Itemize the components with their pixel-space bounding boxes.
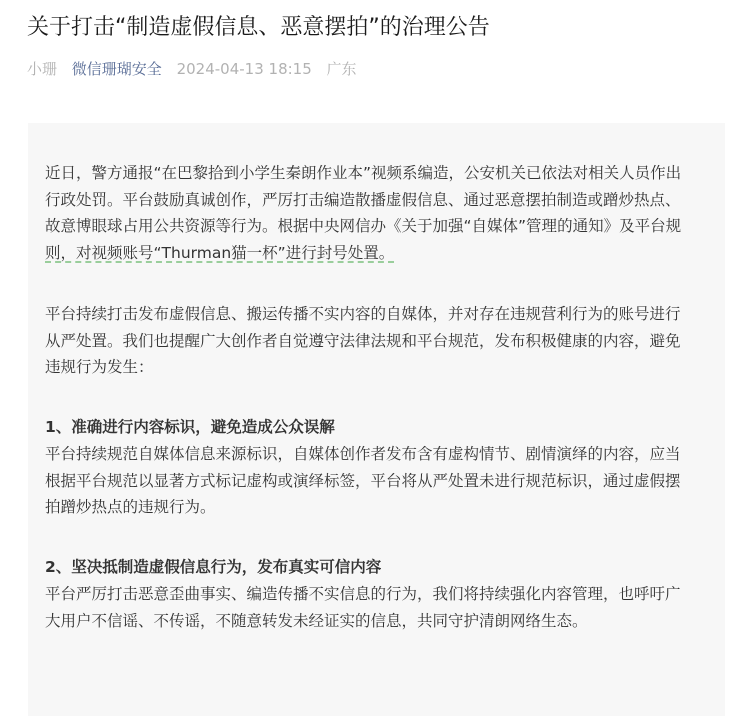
paragraph-line: 从严处置。我们也提醒广大创作者自觉遵守法律法规和平台规范，发布积极健康的内容，避免 <box>45 331 681 350</box>
paragraph-line: 大用户不信谣、不传谣，不随意转发未经证实的信息，共同守护清朗网络生态。 <box>45 611 588 630</box>
account-link[interactable]: 微信珊瑚安全 <box>71 60 162 78</box>
paragraph-line: 违规行为发生： <box>45 358 154 376</box>
paragraph-line: 根据平台规范以显著方式标记虚构或演绎标签，平台将从严处置未进行规范标识，通过虚假摆 <box>45 471 681 490</box>
paragraph-notice <box>45 160 713 266</box>
paragraph-line: 则，对视频账号“Thurman猫一杯”进行封号处置。 <box>45 243 395 262</box>
paragraph-line: 平台持续打击发布虚假信息、搬运传播不实内容的自媒体，并对存在违规营利行为的账号进行 <box>45 305 681 323</box>
section-heading-2: 2、坚决抵制造虚假信息行为，发布真实可信内容 <box>45 558 382 576</box>
article-meta <box>27 58 367 80</box>
paragraph-line: 拍蹭炒热点的违规行为。 <box>45 498 216 516</box>
paragraph-section-1 <box>45 441 713 521</box>
author-name: 小珊 <box>27 60 58 78</box>
paragraph-section-2 <box>45 581 713 634</box>
paragraph-line: 故意博眼球占用公共资源等行为。根据中央网信办《关于加强“自媒体”管理的通知》及平台规 <box>45 217 682 235</box>
paragraph-line: 平台严厉打击恶意歪曲事实、编造传播不实信息的行为，我们将持续强化内容管理，也呼吁广 <box>45 585 681 603</box>
paragraph-line: 平台持续规范自媒体信息来源标识，自媒体创作者发布含有虚构情节、剧情演绎的内容，应当 <box>45 445 681 463</box>
paragraph-reminder <box>45 301 713 381</box>
section-heading-1: 1、准确进行内容标识，避免造成公众误解 <box>45 418 335 436</box>
article-title: 关于打击“制造虚假信息、恶意摆拍”的治理公告 <box>27 15 490 40</box>
paragraph-line: 行政处罚。平台鼓励真诚创作，严厉打击编造散播虚假信息、通过恶意摆拍制造或蹭炒热点、 <box>45 190 681 209</box>
publish-location: 广东 <box>326 60 357 78</box>
paragraph-line: 近日，警方通报“在巴黎拾到小学生秦朗作业本”视频系编造，公安机关已依法对相关人员作出 <box>45 164 682 182</box>
publish-datetime: 2024-04-13 18:15 <box>176 60 312 78</box>
